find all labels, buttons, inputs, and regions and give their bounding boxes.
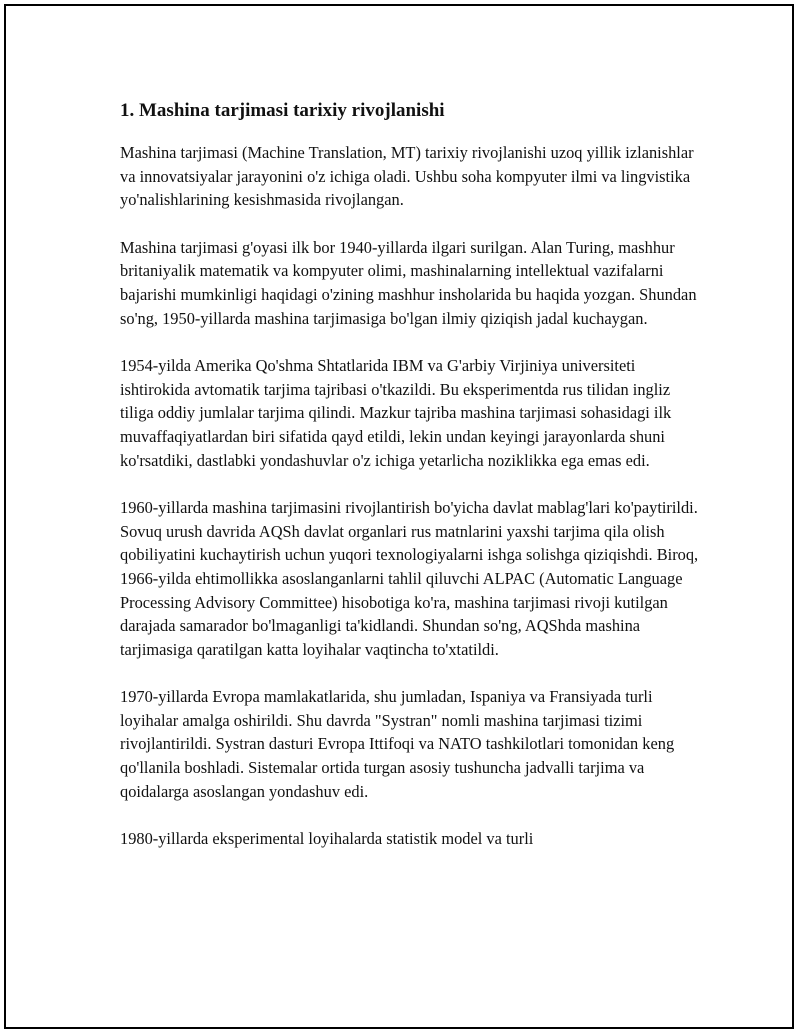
paragraph-1980s: 1980-yillarda eksperimental loyihalarda statistik model va turli (120, 829, 534, 849)
paragraph-1970s: 1970-yillarda Evropa mamlakatlarida, shu jumladan, Ispaniya va Fransiyada turli loyihalar amalga oshirildi. Shu davrda "Systran" nomli mashina tarjimasi tizimi rivojlantirildi. Systran dasturi Evropa Ittifoqi va NATO tashkilotlari tomonidan keng qo'llanila boshladi. Sistemalar ortida turgan asosiy tushuncha jadvalli tarjima va qoidalarga asoslangan yondashuv edi. (120, 687, 675, 801)
paragraph-1960s: 1960-yillarda mashina tarjimasini rivojlantirish bo'yicha davlat mablag'lari ko'paytirildi. Sovuq urush davrida AQSh davlat organlari rus matnlarini yaxshi tarjima qila olish qobiliyatini kuchaytirish uchun yuqori texnologiyalarni ishga solishga qiziqishdi. Biroq, 1966-yilda ehtimollikka asoslanganlarni tahlil qiluvchi ALPAC (Automatic Language Processing Advisory Committee) hisobotiga ko'ra, mashina tarjimasi rivoji kutilgan darajada samarador bo'lmaganligi ta'kidlandi. Shundan so'ng, AQShda mashina tarjimasiga qaratilgan katta loyihalar vaqtincha to'xtatildi. (120, 498, 699, 659)
section-title: 1. Mashina tarjimasi tarixiy rivojlanishi (120, 100, 445, 121)
paragraph-1954: 1954-yilda Amerika Qo'shma Shtatlarida IBM va G'arbiy Virjiniya universiteti ishtirokida avtomatik tarjima tajribasi o'tkazildi. Bu eksperimentda rus tilidan ingliz tiliga oddiy jumlalar tarjima qilindi. Mazkur tajriba mashina tarjimasi sohasidagi ilk muvaffaqiyatlardan biri sifatida qayd etildi, lekin undan keyingi jarayonlarda shuni ko'rsatdiki, dastlabki yondashuvlar o'z ichiga yetarlicha noziklikka ega emas edi. (120, 356, 672, 470)
paragraph-intro: Mashina tarjimasi (Machine Translation, MT) tarixiy rivojlanishi uzoq yillik izlanishlar va innovatsiyalar jarayonini o'z ichiga oladi. Ushbu soha kompyuter ilmi va lingvistika yo'nalishlarining kesishmasida rivojlangan. (120, 143, 694, 210)
document-content (120, 97, 700, 875)
paragraph-1940s: Mashina tarjimasi g'oyasi ilk bor 1940-yillarda ilgari surilgan. Alan Turing, mashhur britaniyalik matematik va kompyuter olimi, mashinalarning intellektual vazifalarni bajarishi mumkinligi haqidagi o'zining mashhur insholarida bu haqida yozgan. Shundan so'ng, 1950-yillarda mashina tarjimasiga bo'lgan ilmiy qiziqish jadal kuchaygan. (120, 237, 697, 328)
document-page (4, 4, 794, 1029)
